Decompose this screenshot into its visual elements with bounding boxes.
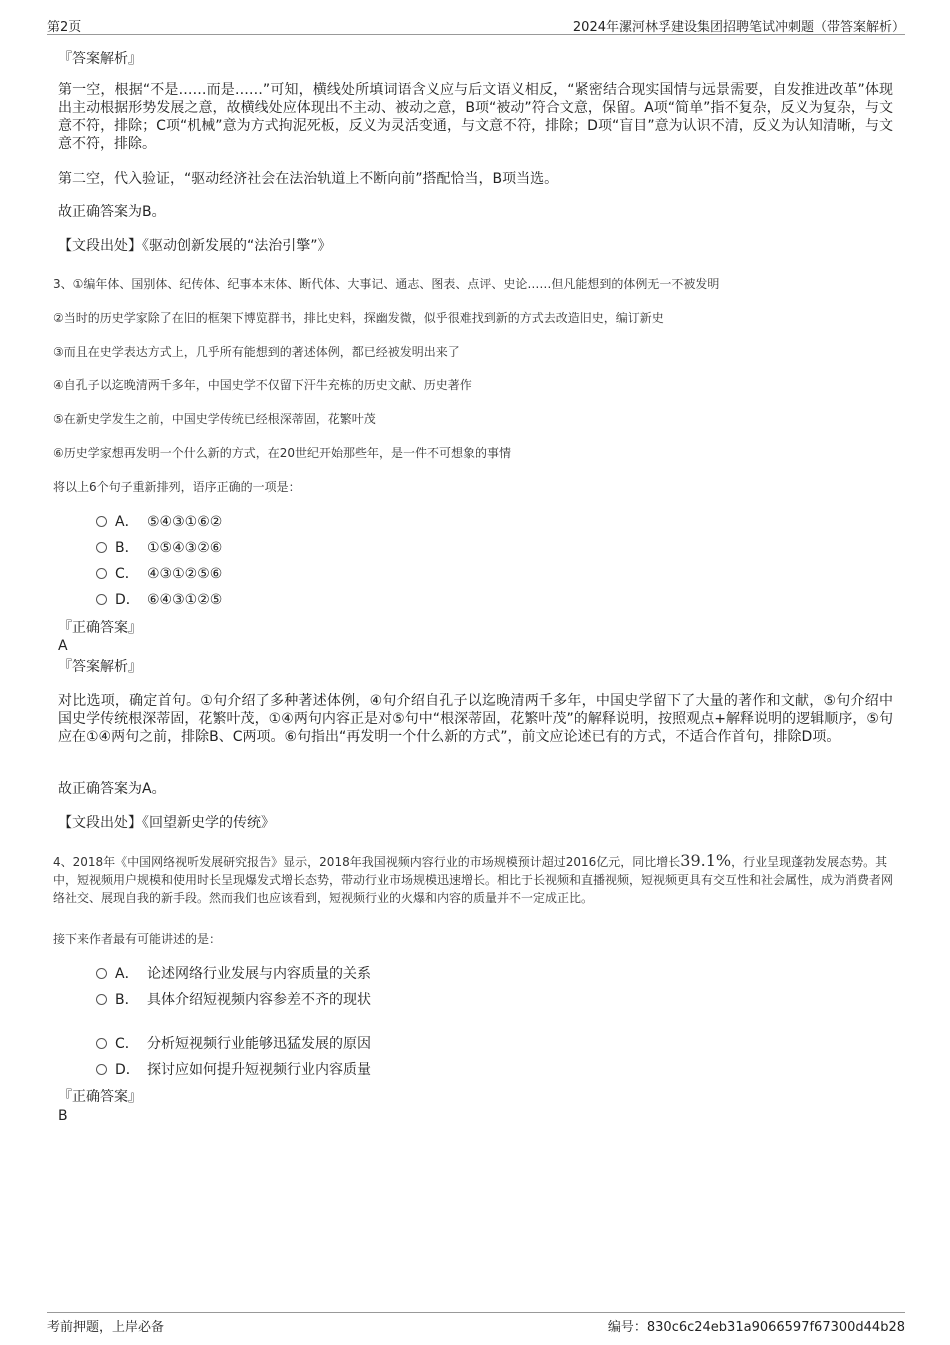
q3-sentence-1: 3、①编年体、国别体、纪传体、纪事本末体、断代体、大事记、通志、图表、点评、史论……但凡能想到的体例无一不被发明: [53, 277, 720, 291]
q2-analysis-paragraph-1: 第一空，根据“不是……而是……”可知，横线处所填词语含义应与后文语义相反，“紧密结合现实国情与远景需要，自发推进改革”体现出主动根据形势发展之意，故横线处应体现出不主动、被动之意，B项“被动”符合文意，保留。A项“简单”指不复杂，反义为复杂，与文意不符，排除；C项“机械”意为方式拘泥死板，反义为灵活变通，与文意不符，排除；D项“盲目”意为认识不清，反义为认知清晰，与文意不符，排除。: [58, 82, 893, 152]
page-number: 第2页: [47, 20, 82, 35]
q4-option-b[interactable]: B． 具体介绍短视频内容参差不齐的现状: [96, 991, 371, 1009]
q3-sentence-2: ②当时的历史学家除了在旧的框架下博览群书，排比史料，探幽发微，似乎很难找到新的方式去改造旧史，编订新史: [53, 311, 664, 325]
q4-answer-label: 『正确答案』: [58, 1089, 142, 1105]
q2-analysis-label: 『答案解析』: [58, 51, 142, 67]
q3-option-c[interactable]: C． ④③①②⑤⑥: [96, 565, 222, 583]
q3-question: 将以上6个句子重新排列，语序正确的一项是：: [53, 480, 301, 494]
q4-option-a[interactable]: A． 论述网络行业发展与内容质量的关系: [96, 965, 371, 983]
q4-growth-rate: 39.1%: [680, 851, 732, 870]
q3-conclusion: 故正确答案为A。: [58, 781, 166, 797]
q3-source: 【文段出处】《回望新史学的传统》: [58, 815, 275, 831]
radio-icon[interactable]: [96, 594, 107, 605]
radio-icon[interactable]: [96, 968, 107, 979]
q3-answer: A: [58, 638, 68, 654]
q2-analysis-paragraph-2: 第二空，代入验证，“驱动经济社会在法治轨道上不断向前”搭配恰当，B项当选。: [58, 171, 559, 187]
radio-icon[interactable]: [96, 994, 107, 1005]
radio-icon[interactable]: [96, 542, 107, 553]
radio-icon[interactable]: [96, 516, 107, 527]
q2-source: 【文段出处】《驱动创新发展的“法治引擎”》: [58, 238, 332, 254]
q4-option-c[interactable]: C． 分析短视频行业能够迅猛发展的原因: [96, 1035, 371, 1053]
q3-sentence-6: ⑥历史学家想再发明一个什么新的方式，在20世纪开始那些年，是一件不可想象的事情: [53, 446, 512, 460]
radio-icon[interactable]: [96, 568, 107, 579]
q3-sentence-4: ④自孔子以迄晚清两千多年，中国史学不仅留下汗牛充栋的历史文献、历史著作: [53, 378, 472, 392]
q3-option-a[interactable]: A． ⑤④③①⑥②: [96, 513, 222, 531]
q3-analysis: 对比选项，确定首句。①句介绍了多种著述体例，④句介绍自孔子以迄晚清两千多年，中国史学留下了大量的著作和文献，⑤句介绍中国史学传统根深蒂固，花繁叶茂，①④两句内容正是对⑤句中“根深蒂固，花繁叶茂”的解释说明，按照观点+解释说明的逻辑顺序，⑤句应在①④两句之前，排除B、C两项。⑥句指出“再发明一个什么新的方式”，前文应论述已有的方式，不适合作首句，排除D项。: [58, 693, 893, 745]
radio-icon[interactable]: [96, 1064, 107, 1075]
q3-sentence-5: ⑤在新史学发生之前，中国史学传统已经根深蒂固，花繁叶茂: [53, 412, 376, 426]
document-code: 编号：830c6c24eb31a9066597f67300d44b28: [607, 1320, 905, 1335]
q3-sentence-3: ③而且在史学表达方式上，几乎所有能想到的著述体例，都已经被发明出来了: [53, 345, 460, 359]
document-title: 2024年漯河林孚建设集团招聘笔试冲刺题（带答案解析）: [572, 20, 905, 35]
q3-answer-label: 『正确答案』: [58, 620, 142, 636]
page-footer: [47, 1312, 905, 1335]
footer-slogan: 考前押题，上岸必备: [47, 1320, 165, 1335]
q4-stem: 4、2018年《中国网络视听发展研究报告》显示，2018年我国视频内容行业的市场规模预计超过2016亿元，同比增长39.1%，行业呈现蓬勃发展态势。其中，短视频用户规模和使用时长呈现爆发式增长态势，带动行业市场规模迅速增长。相比于长视频和直播视频，短视频更具有交互性和社会属性，成为消费者网络社交、展现自我的新手段。然而我们也应该看到，短视频行业的火爆和内容的质量并不一定成正比。: [53, 851, 894, 905]
q4-option-d[interactable]: D． 探讨应如何提升短视频行业内容质量: [96, 1061, 371, 1079]
q2-conclusion: 故正确答案为B。: [58, 204, 166, 220]
q4-question: 接下来作者最有可能讲述的是：: [53, 932, 222, 946]
q3-option-b[interactable]: B． ①⑤④③②⑥: [96, 539, 222, 557]
q3-option-d[interactable]: D． ⑥④③①②⑤: [96, 591, 222, 609]
q3-analysis-label: 『答案解析』: [58, 659, 142, 675]
radio-icon[interactable]: [96, 1038, 107, 1049]
q4-answer: B: [58, 1108, 68, 1124]
page-header: [47, 14, 905, 35]
